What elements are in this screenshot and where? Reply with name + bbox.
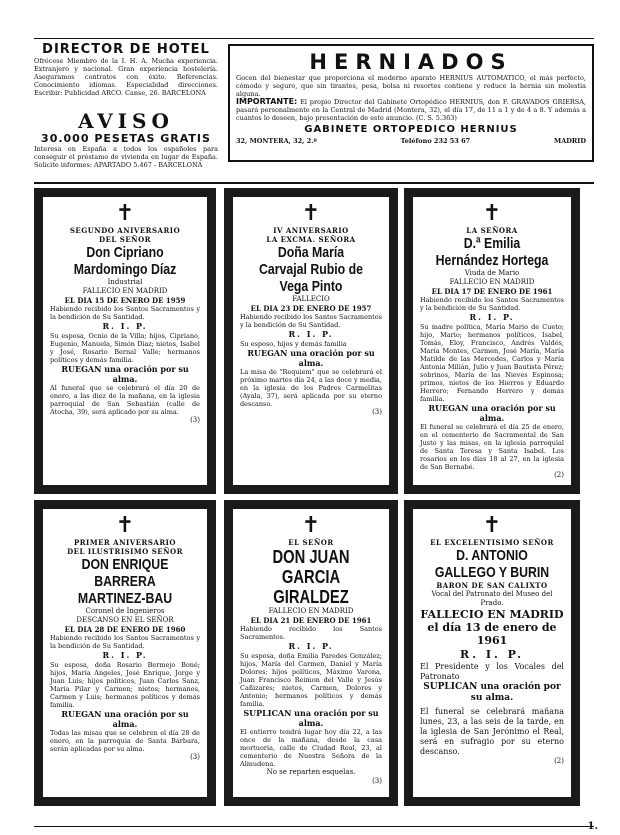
hotel-ad-title: DIRECTOR DE HOTEL (42, 42, 210, 57)
obit-rip: R. I. P. (102, 650, 148, 660)
obit-rip: R. I. P. (288, 641, 334, 651)
obit-number: (2) (554, 757, 564, 765)
obit-mass: La misa de "Requiem" que se celebrará el próximo martes día 24, a las doce y media, en la iglesia de los Padres Carmelitas (Ayala, 37), será aplicada por su eterno descanso. (240, 368, 382, 408)
hernia-important-label: IMPORTANTE: (236, 97, 298, 106)
obituary-1 (34, 188, 216, 494)
cross-icon: ✝ (482, 513, 502, 538)
obit-name: D. ANTONIO GALLEGO Y BURIN (434, 547, 550, 581)
obituary-5 (224, 500, 398, 806)
obit-mass: El entierro tendrá lugar hoy día 22, a las once de la mañana, desde la casa mortuoria, calle de Ciudad Real, 23, al cementerio de Nuestra Señora de la Almudena. (240, 728, 382, 768)
obit-ruegan: RUEGAN una oración por su alma. (247, 348, 375, 368)
hernia-address: 32, MONTERA, 32, 2.º (236, 137, 317, 145)
obit-name: D.ª Emilia Hernández Hortega (435, 235, 549, 269)
obit-ruegan: RUEGAN una oración por su alma. (61, 709, 189, 729)
aviso-ad-title: AVISO (78, 110, 174, 133)
obit-ruegan: RUEGAN una oración por su alma. (61, 364, 189, 384)
aviso-ad-text: Interesa en España a todos los españoles para conseguir el préstamo de vivienda en lugar de España. Solicite informes: APARTADO 5.467 - BARCELONA (34, 145, 218, 169)
obit-header: EL SEÑOR (288, 538, 334, 547)
obit-header: PRIMER ANIVERSARIO (73, 538, 177, 547)
hernia-city: MADRID (554, 137, 586, 145)
obit-family: Su esposa, Ocnio de la Villa; hijos, Cipriano, Eugenio, Manuela, Simón Díaz; nietos, Isabel y José, Rosario Bernal Valle; hermanos políticos y demás familia. (50, 332, 200, 364)
obit-mass: El funeral se celebrará el día 25 de enero, en el cementerio de Sacramental de San Justo y las misas, en la iglesia parroquial de Santa Teresa y Santa Isabel. Los rosarios en los días 18 al 27, en la iglesia de San Bernabé. (420, 423, 564, 471)
obit-died: DESCANSO EN EL SEÑOR (76, 616, 174, 624)
obit-rip: R. I. P. (460, 648, 524, 661)
obit-name: Don Cipriano Mardomingo Díaz (73, 244, 177, 278)
obit-role2: Vocal del Patronato del Museo del Prado. (431, 590, 553, 607)
obituary-3 (404, 188, 580, 494)
obit-mass: El funeral se celebrará mañana lunes, 23, a las seis de la tarde, en la iglesia de San Jerónimo el Real, será en sufragio por su eterno descanso. (420, 707, 564, 756)
hotel-ad (34, 42, 218, 106)
hernia-ad-important (236, 98, 586, 122)
obit-family: Su madre política, María Mario de Cueto; hijo, Mario; hermanos políticos, Isabel, Tomás, Eloy, Francisco, Andrés Valdés, María Montes, Carmen, José María, María Matilde de las Mercedes, Carlos y María Antonia Milián, Julio y Juan Bautista Pérez; sobrinos, María de las Nieves Espinosa; primos, nietos de los Hierros y Eduardo Herrero; Fernando Herrero y demás familia. (420, 323, 564, 403)
obit-rites: Habiendo recibido los Santos Sacramentos y la bendición de Su Santidad. (50, 634, 200, 650)
obit-date: el día 13 de enero de 1961 (427, 621, 557, 647)
hernia-address-row (236, 137, 586, 145)
obit-number: (2) (554, 471, 564, 479)
cross-icon: ✝ (301, 201, 321, 226)
obituary-2 (224, 188, 398, 494)
obit-died: FALLECIO EN MADRID (268, 607, 354, 615)
obit-rip: R. I. P. (102, 321, 148, 331)
obit-number: (3) (190, 753, 200, 761)
hotel-ad-text: Ofrécese Miembro de la I. H. A. Mucha experiencia. Extranjero y nacional. Gran experiencia hostelería. Aseguramos contratos con éxito. Referencias. Conocimiento idiomas. Especialidad direcciones. Escribir: Publicidad ARCO. Canse, 26. BARCELONA (34, 57, 218, 97)
obit-header: LA SEÑORA (466, 226, 518, 235)
obit-number: (3) (372, 408, 382, 416)
obit-role: Industrial (107, 278, 143, 286)
hernia-ad-title: HERNIADOS (309, 50, 513, 74)
hernia-ad-text: Gocen del bienestar que proporciona el moderno aparato HERNIUS AUTOMATICO, el más perfecto, cómodo y seguro, que sin tirantes, pesa, bolsa ni resortes contiene y reduce la hernia sin molestia alguna. (236, 74, 586, 98)
obit-header: SEGUNDO ANIVERSARIO (69, 226, 181, 235)
obit-date: EL DIA 15 DE ENERO DE 1959 (64, 296, 186, 305)
bottom-rule (34, 826, 594, 827)
obit-role: BARON DE SAN CALIXTO (436, 581, 548, 590)
obit-mass: Todas las misas que se celebren el día 28 de enero, en la parroquia de Santa Bárbara, serán aplicadas por su alma. (50, 729, 200, 753)
obituary-4 (34, 500, 216, 806)
obit-family: Su esposa, doña Rosario Bermejo Boné; hijos, María Angeles, José Enrique, Jorge y Juan Luis; hijos políticos, Juan Carlos Sanz, María Pilar y Carmen; nietos; hermanos, Carmen y Luis; hermanos políticos y demás familia. (50, 661, 200, 709)
cross-icon: ✝ (301, 513, 321, 538)
obit-date: EL DIA 17 DE ENERO DE 1961 (431, 287, 553, 296)
obit-ruegan: SUPLICAN una oración por su alma. (423, 682, 561, 703)
obit-date: EL DIA 21 DE ENERO DE 1961 (250, 616, 372, 625)
obit-role: FALLECIO (292, 295, 330, 303)
hernia-phone: Teléfono 232 53 67 (400, 137, 471, 145)
section-rule (34, 182, 594, 184)
obit-number: (3) (190, 416, 200, 424)
obit-died: FALLECIO EN MADRID (82, 287, 168, 295)
obit-title: LA EXCMA. SEÑORA (266, 235, 356, 244)
obit-rites: Habiendo recibido los Santos Sacramentos y la bendición de Su Santidad. (420, 296, 564, 312)
obit-header: EL EXCELENTISIMO SEÑOR (430, 538, 554, 547)
obit-family: El Presidente y los Vocales del Patronato (420, 662, 564, 681)
obit-role: Coronel de Ingenieros (85, 607, 165, 615)
obit-number: (3) (372, 777, 382, 785)
obit-date: EL DIA 28 DE ENERO DE 1960 (64, 625, 186, 634)
obit-family: Su esposa, doña Emilia Paredes González; hijos, María del Carmen, Daniel y María Dolores; hijos políticos, Máximo Varona, Juan Francisco Reimon del Valle y Jesús Cañizares; nietos, Carmen, Dolores y Antonio; hermanos políticos y demás familia. (240, 652, 382, 708)
obit-rip: R. I. P. (288, 329, 334, 339)
obit-ruegan: SUPLICAN una oración por su alma. (243, 708, 379, 728)
obit-mass: Al funeral que se celebrará el día 20 de enero, a las diez de la mañana, en la iglesia parroquial de San Sebastián (calle de Atocha, 39), será aplicado por su alma. (50, 384, 200, 416)
obit-rites: Habiendo recibido los Santos Sacramentos y la bendición de Su Santidad. (240, 313, 382, 329)
obit-rites: Habiendo recibido los Santos Sacramentos y la bendición de Su Santidad. (50, 305, 200, 321)
obit-name: DON ENRIQUE BARRERA MARTINEZ-BAU (77, 556, 173, 607)
cross-icon: ✝ (482, 201, 502, 226)
obit-died: FALLECIO EN MADRID (420, 608, 564, 621)
obit-name: Doña María Carvajal Rubio de Vega Pinto (259, 244, 363, 295)
obit-date: EL DIA 23 DE ENERO DE 1957 (250, 304, 372, 313)
cross-icon: ✝ (115, 513, 135, 538)
page-number: 1. (587, 821, 598, 832)
aviso-ad (34, 110, 218, 180)
cross-icon: ✝ (115, 201, 135, 226)
obit-title: DEL SEÑOR (99, 235, 151, 244)
hernia-important-text: El propio Director del Gabinete Ortopédico HERNIUS, don F. GRAVADOS GRIERSA, pasará personalmente en la Central de Madrid (Montera, 32), el día 17, de 11 a 1 y de 4 a 8. Y además a cuantos lo deseen, bajo presentación de este anuncio. (C. S. 5.363) (236, 98, 586, 122)
obit-ruegan: RUEGAN una oración por su alma. (428, 403, 556, 423)
obit-title: DEL ILUSTRISIMO SEÑOR (67, 547, 183, 556)
obituary-6 (404, 500, 580, 806)
obit-extra: No se reparten esquelas. (266, 768, 356, 776)
hernia-gabinete: GABINETE ORTOPEDICO HERNIUS (304, 124, 518, 135)
obit-header: IV ANIVERSARIO (273, 226, 349, 235)
obit-name: DON JUAN GARCIA GIRALDEZ (272, 547, 350, 607)
aviso-ad-subtitle: 30.000 PESETAS GRATIS (41, 132, 211, 145)
obit-family: Su esposo, hijos y demás familia (240, 340, 347, 348)
obit-rip: R. I. P. (469, 312, 515, 322)
obit-role: Viuda de Mario (464, 269, 520, 277)
obit-rites: Habiendo recibido los Santos Sacramentos. (240, 625, 382, 641)
hernia-ad (228, 44, 594, 162)
obit-died: FALLECIO EN MADRID (449, 278, 535, 286)
top-rule (34, 38, 594, 39)
